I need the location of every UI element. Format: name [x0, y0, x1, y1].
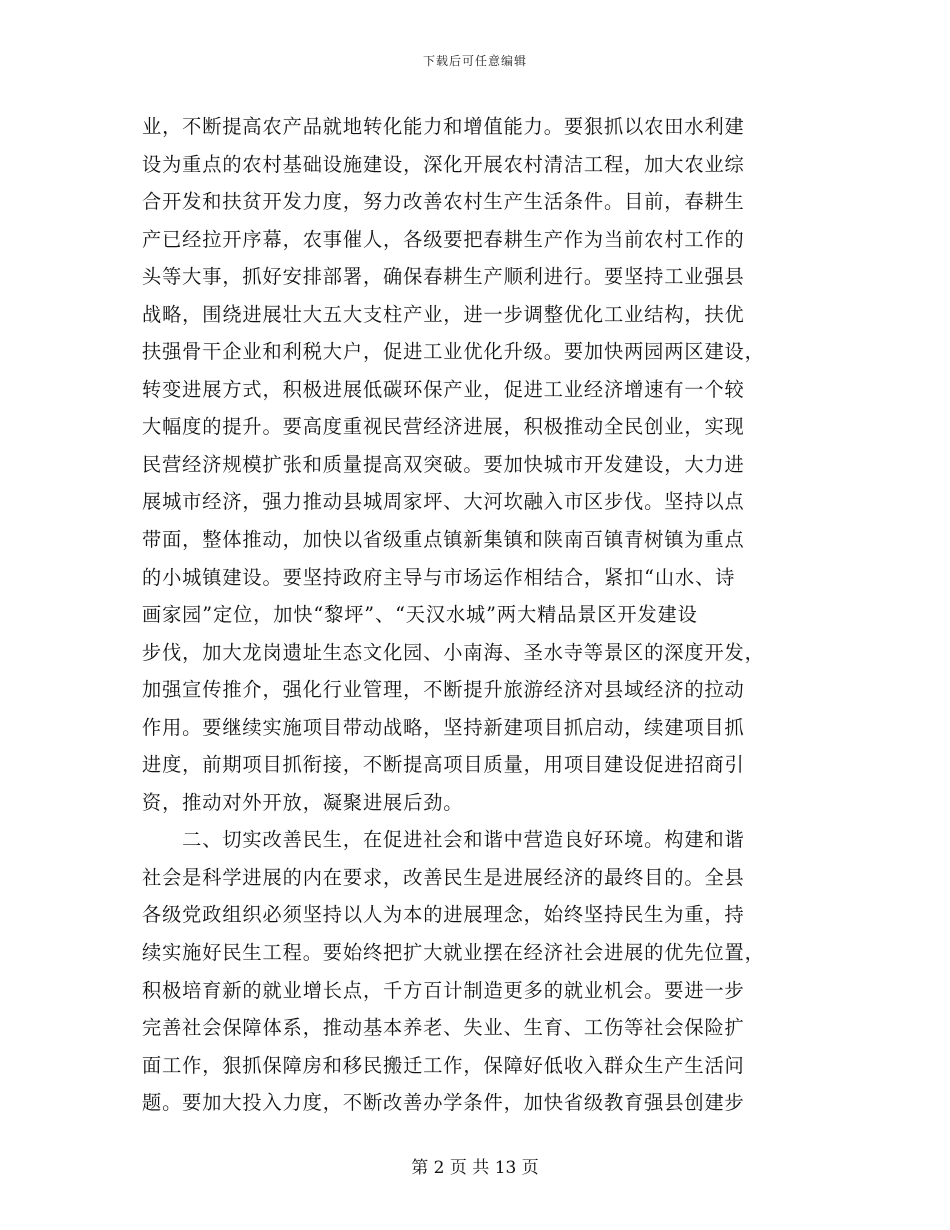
text-line: 产已经拉开序幕，农事催人，各级要把春耕生产作为当前农村工作的: [142, 227, 745, 251]
text-line: 题。要加大投入力度，不断改善办学条件，加快省级教育强县创建步: [142, 1091, 745, 1115]
text-line: 战略，围绕进展壮大五大支柱产业，进一步调整优化工业结构，扶优: [142, 302, 745, 326]
page-number: 第 2 页 共 13 页: [411, 1158, 539, 1178]
text-line: 步伐，加大龙岗遗址生态文化园、小南海、圣水寺等景区的深度开发，: [142, 640, 765, 664]
text-line: 资，推动对外开放，凝聚进展后劲。: [142, 790, 464, 814]
text-line: 转变进展方式，积极进展低碳环保产业，促进工业经济增速有一个较: [142, 377, 745, 401]
text-line: 合开发和扶贫开发力度，努力改善农村生产生活条件。目前，春耕生: [142, 190, 745, 214]
text-line: 续实施好民生工程。要始终把扩大就业摆在经济社会进展的优先位置，: [142, 941, 765, 965]
text-line: 大幅度的提升。要高度重视民营经济进展，积极推动全民创业，实现: [142, 415, 745, 439]
page-header: 下载后可任意编辑: [422, 54, 527, 68]
text-line: 带面，整体推动，加快以省级重点镇新集镇和陕南百镇青树镇为重点: [142, 528, 745, 552]
text-line: 设为重点的农村基础设施建设，深化开展农村清洁工程，加大农业综: [142, 152, 745, 176]
text-line: 的小城镇建设。要坚持政府主导与市场运作相结合，紧扣“山水、诗: [142, 565, 736, 589]
text-line: 积极培育新的就业增长点，千方百计制造更多的就业机会。要进一步: [142, 978, 745, 1002]
text-line: 完善社会保障体系，推动基本养老、失业、生育、工伤等社会保险扩: [142, 1016, 745, 1040]
text-line: 二、切实改善民生，在促进社会和谐中营造良好环境。构建和谐: [142, 828, 745, 852]
text-line: 面工作，狠抓保障房和移民搬迁工作，保障好低收入群众生产生活问: [142, 1053, 745, 1077]
text-line: 作用。要继续实施项目带动战略，坚持新建项目抓启动，续建项目抓: [142, 715, 745, 739]
text-line: 头等大事，抓好安排部署，确保春耕生产顺利进行。要坚持工业强县: [142, 265, 745, 289]
text-line: 进度，前期项目抓衔接，不断提高项目质量，用项目建设促进招商引: [142, 753, 745, 777]
text-line: 画家园”定位，加快“黎坪”、“天汉水城”两大精品景区开发建设: [142, 603, 698, 627]
text-line: 各级党政组织必须坚持以人为本的进展理念，始终坚持民生为重，持: [142, 903, 745, 927]
text-line: 民营经济规模扩张和质量提高双突破。要加快城市开发建设，大力进: [142, 452, 745, 476]
text-line: 扶强骨干企业和利税大户，促进工业优化升级。要加快两园两区建设，: [142, 340, 765, 364]
text-line: 社会是科学进展的内在要求，改善民生是进展经济的最终目的。全县: [142, 865, 745, 889]
text-line: 展城市经济，强力推动县城周家坪、大河坎融入市区步伐。坚持以点: [142, 490, 745, 514]
document-body: [142, 108, 810, 1122]
text-line: 业，不断提高农产品就地转化能力和增值能力。要狠抓以农田水利建: [142, 115, 745, 138]
text-line: 加强宣传推介，强化行业管理，不断提升旅游经济对县域经济的拉动: [142, 678, 745, 702]
